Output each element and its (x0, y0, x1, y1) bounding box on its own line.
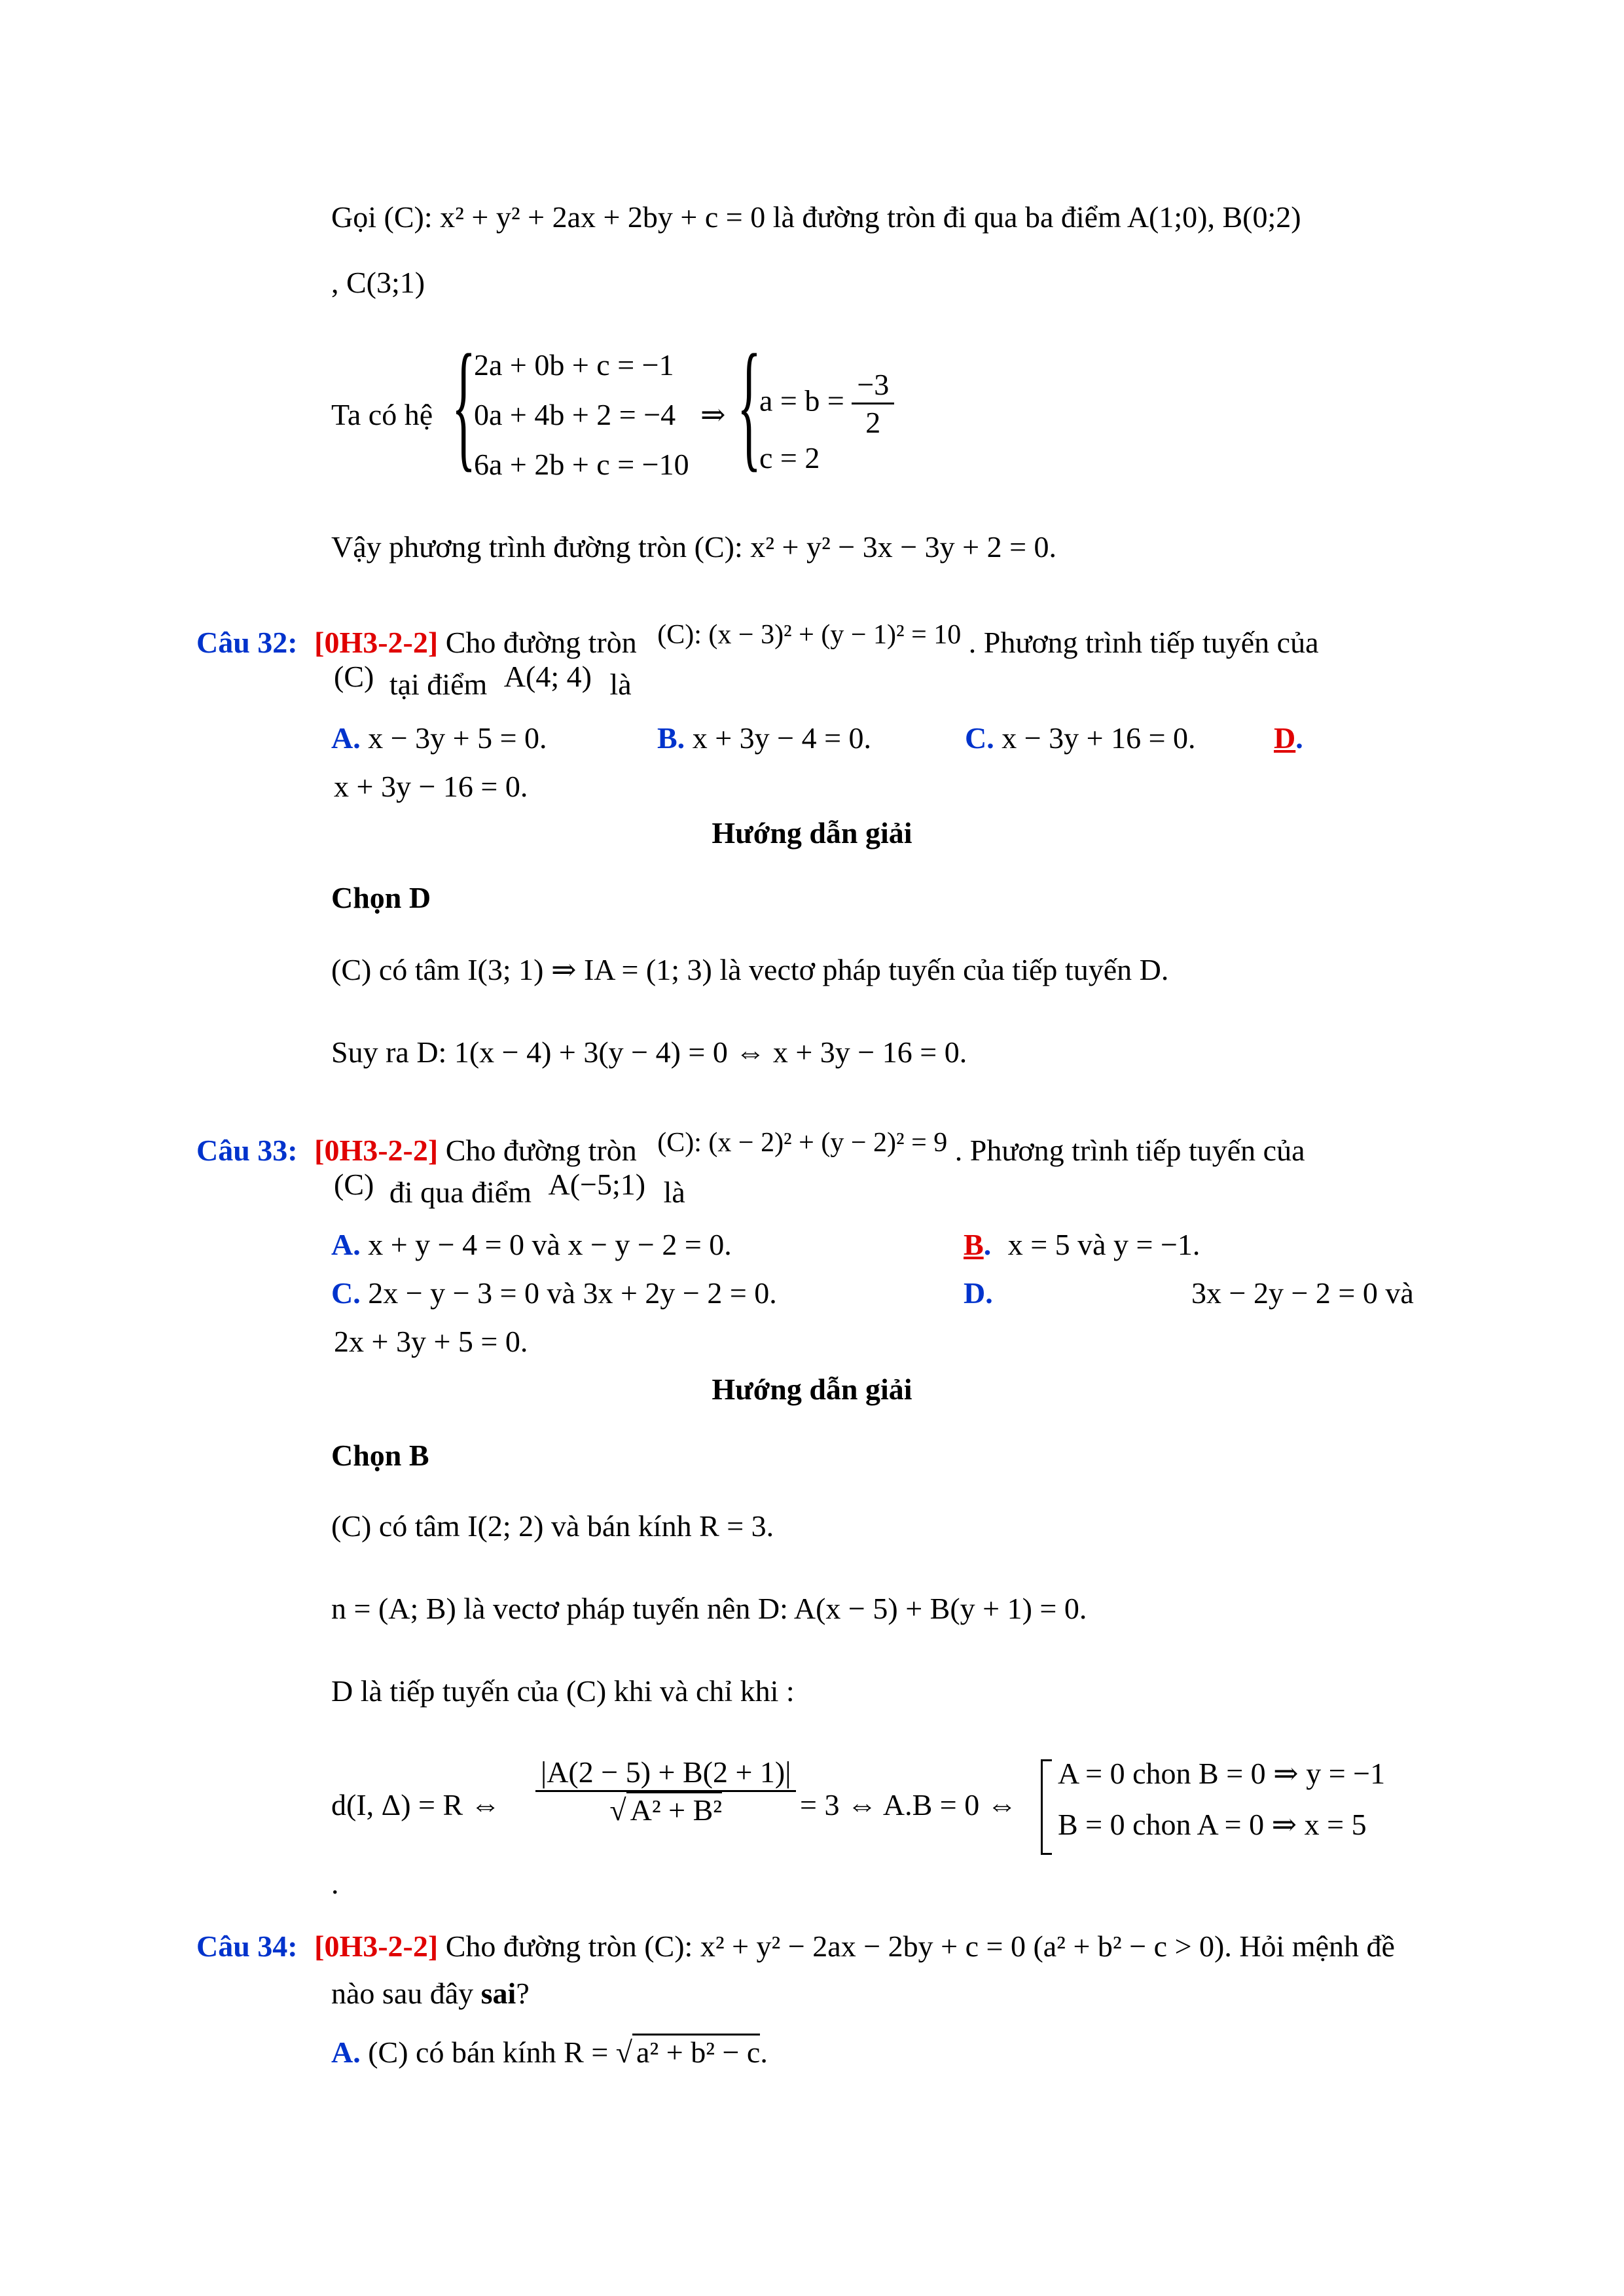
q32-circle-symbol: (C) (334, 660, 374, 693)
q32-stem-e: tại điểm (389, 668, 488, 701)
intro-line-2: , C(3;1) (331, 266, 425, 299)
q34-stem-line-1 (196, 1928, 1395, 1964)
q33-option-d-text-a: 3x − 2y − 2 = 0 và (1191, 1276, 1414, 1310)
q33-distance-numerator: |A(2 − 5) + B(2 + 1)| (541, 1755, 791, 1789)
q32-option-c-label: C. (965, 721, 994, 755)
q33-case-1: A = 0 chon B = 0 ⇒ y = −1 (1058, 1757, 1386, 1790)
q33-solution-1: (C) có tâm I(2; 2) và bán kính R = 3. (331, 1509, 774, 1543)
q33-point: A(−5;1) (548, 1168, 646, 1201)
intro-conclusion: Vậy phương trình đường tròn (C): x² + y² − 3x − 3y + 2 = 0. (331, 530, 1057, 564)
q33-stem-line-2 (334, 1168, 685, 1210)
q33-stem-c: . Phương trình tiếp tuyến của (954, 1134, 1305, 1167)
q33-distance-lhs: d(I, Δ) = R ⇔ (331, 1788, 501, 1821)
q32-option-a[interactable] (331, 720, 547, 756)
q33-option-b-text: x = 5 và y = −1. (1007, 1228, 1200, 1261)
q34-stem-b1: nào sau đây (331, 1977, 474, 2010)
q33-option-b[interactable]: B. x = 5 và y = −1. (964, 1228, 1200, 1261)
q32-stem-a: Cho đường tròn (445, 626, 637, 659)
q32-option-d-label[interactable]: D. (1274, 721, 1303, 755)
implies-symbol: ⇒ (700, 398, 726, 431)
q32-point: A(4; 4) (503, 660, 592, 693)
q33-stem-line-1 (196, 1128, 1305, 1168)
q32-answer-key: D (1274, 721, 1296, 755)
q34-option-a-radicand: a² + b² − c (632, 2034, 760, 2069)
q32-stem-line-1 (196, 620, 1319, 660)
q33-distance-fraction (535, 1754, 796, 1828)
q34-option-a-sqrt: √ a² + b² − c (616, 2034, 761, 2069)
q33-case-2: B = 0 chon A = 0 ⇒ x = 5 (1058, 1808, 1367, 1841)
q33-choose: Chọn B (331, 1439, 429, 1472)
q34-option-a-pre: (C) có bán kính R = (368, 2036, 609, 2069)
q32-choose: Chọn D (331, 881, 431, 914)
q33-option-a-text: x + y − 4 = 0 và x − y − 2 = 0. (368, 1228, 732, 1261)
q33-case-bracket (1041, 1759, 1052, 1855)
q32-solution-1: (C) có tâm I(3; 1) ⇒ IA = (1; 3) là vectơ pháp tuyến của tiếp tuyến D. (331, 953, 1169, 986)
q33-solution-3: D là tiếp tuyến của (C) khi và chỉ khi : (331, 1674, 795, 1708)
q32-option-c[interactable] (965, 720, 1196, 756)
fraction-numerator: −3 (857, 368, 890, 401)
solution-ab (759, 367, 894, 440)
q34-stem-a: Cho đường tròn (C): x² + y² − 2ax − 2by + c = 0 (a² + b² − c > 0). Hỏi mệnh đề (445, 1929, 1395, 1963)
system-label: Ta có hệ (331, 398, 433, 431)
q33-option-c[interactable] (331, 1275, 777, 1311)
q32-option-b-text: x + 3y − 4 = 0. (692, 721, 872, 755)
q34-option-a-label: A. (331, 2036, 361, 2069)
q33-tag: [0H3-2-2] (314, 1134, 439, 1167)
solution-fraction (852, 367, 894, 440)
solution-ab-lhs: a = b = (759, 384, 844, 418)
q32-stem-g: là (609, 668, 632, 701)
right-brace: { (737, 325, 761, 484)
q33-label: Câu 33: (196, 1134, 298, 1167)
q32-option-b-label: B. (657, 721, 685, 755)
q32-stem-c: . Phương trình tiếp tuyến của (968, 626, 1319, 659)
q34-option-a[interactable] (331, 2034, 768, 2070)
q34-stem-question-mark: ? (516, 1977, 530, 2010)
left-brace: { (452, 325, 476, 484)
q33-stem-g: là (663, 1175, 685, 1209)
q32-option-d-text: x + 3y − 16 = 0. (334, 770, 528, 803)
q33-distance-rhs: = 3 ⇔ A.B = 0 ⇔ (800, 1788, 1017, 1821)
q32-stem-line-2 (334, 660, 632, 702)
q33-option-c-label: C. (331, 1276, 361, 1310)
intro-line-1: Gọi (C): x² + y² + 2ax + 2by + c = 0 là đường tròn đi qua ba điểm A(1;0), B(0;2) (331, 200, 1301, 234)
q32-tag: [0H3-2-2] (314, 626, 439, 659)
q33-distance-radicand: A² + B² (626, 1791, 722, 1827)
q32-label: Câu 32: (196, 626, 298, 659)
q33-circle-symbol: (C) (334, 1168, 374, 1201)
q33-equation: (C): (x − 2)² + (y − 2)² = 9 (657, 1128, 948, 1158)
q33-option-d[interactable] (964, 1275, 993, 1311)
system-eq-2: 0a + 4b + 2 = −4 (474, 398, 676, 431)
q33-option-a-label: A. (331, 1228, 361, 1261)
q34-tag: [0H3-2-2] (314, 1929, 439, 1963)
q32-option-c-text: x − 3y + 16 = 0. (1001, 721, 1196, 755)
system-eq-3: 6a + 2b + c = −10 (474, 448, 689, 481)
q33-option-d-text-b: 2x + 3y + 5 = 0. (334, 1325, 528, 1358)
q33-option-d-label: D. (964, 1276, 993, 1310)
q33-option-a[interactable] (331, 1227, 732, 1263)
fraction-denominator: 2 (852, 403, 894, 440)
q32-option-a-text: x − 3y + 5 = 0. (368, 721, 547, 755)
q34-stem-line-2 (331, 1975, 530, 2011)
q33-distance-frac (535, 1754, 796, 1828)
q33-stem-a: Cho đường tròn (445, 1134, 637, 1167)
q32-solution-2: Suy ra D: 1(x − 4) + 3(y − 4) = 0 ⇔ x + 3y − 16 = 0. (331, 1035, 967, 1069)
system-eq-1: 2a + 0b + c = −1 (474, 348, 674, 382)
q34-stem-false-word: sai (480, 1977, 516, 2010)
q32-equation: (C): (x − 3)² + (y − 1)² = 10 (657, 620, 962, 650)
q33-solution-2: n = (A; B) là vectơ pháp tuyến nên D: A(x − 5) + B(y + 1) = 0. (331, 1592, 1087, 1625)
solution-c: c = 2 (759, 441, 820, 475)
q33-guide-title: Hướng dẫn giải (712, 1372, 912, 1406)
q33-stem-e: đi qua điểm (389, 1175, 532, 1209)
q33-period: . (331, 1867, 339, 1900)
q34-label: Câu 34: (196, 1929, 298, 1963)
q33-distance-denominator: √ A² + B² (535, 1790, 796, 1828)
q34-option-a-post: . (760, 2036, 768, 2069)
q32-option-a-label: A. (331, 721, 361, 755)
q33-answer-key: B (964, 1228, 984, 1261)
q32-guide-title: Hướng dẫn giải (712, 816, 912, 850)
q33-option-c-text: 2x − y − 3 = 0 và 3x + 2y − 2 = 0. (368, 1276, 777, 1310)
q32-option-b[interactable] (657, 720, 871, 756)
